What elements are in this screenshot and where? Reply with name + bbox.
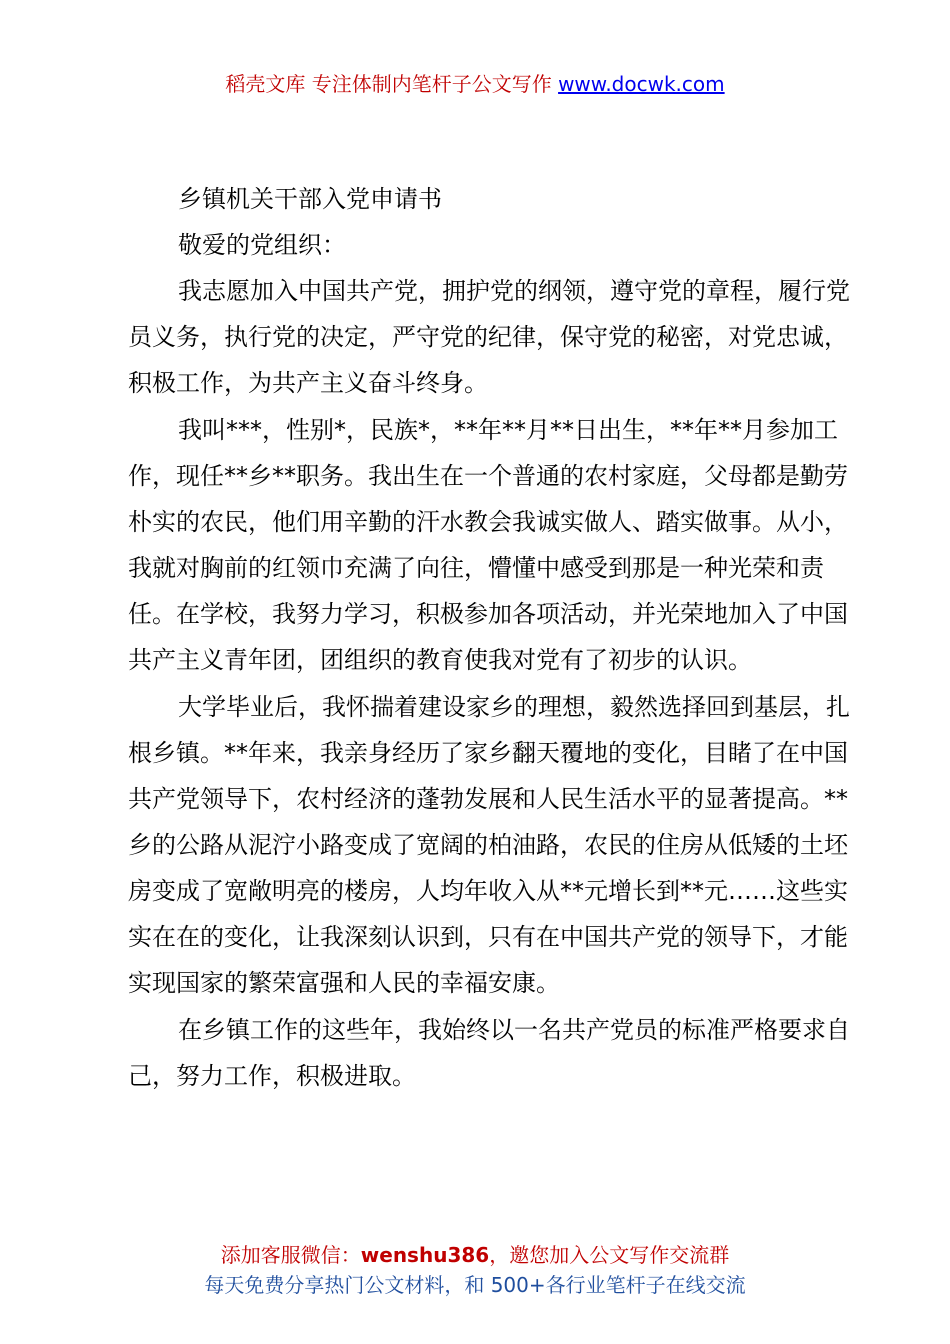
header-link[interactable]: www.docwk.com — [558, 72, 725, 96]
footer-wechat-suffix: ，邀您加入公文写作交流群 — [489, 1243, 730, 1267]
paragraph-2: 我叫***，性别*，民族*，**年**月**日出生，**年**月参加工作，现任**乡**职务。我出生在一个普通的农村家庭，父母都是勤劳朴实的农民，他们用辛勤的汗水教会我诚实做人、踏实做事。从小，我就对胸前的红领巾充满了向往，懵懂中感受到那是一种光荣和责任。在学校，我努力学习，积极参加各项活动，并光荣地加入了中国共产主义青年团，团组织的教育使我对党有了初步的认识。 — [128, 416, 848, 674]
header-brand: 稻壳文库 专注体制内笔杆子公文写作 — [225, 72, 559, 96]
paragraph-3: 大学毕业后，我怀揣着建设家乡的理想，毅然选择回到基层，扎根乡镇。**年来，我亲身经历了家乡翻天覆地的变化，目睹了在中国共产党领导下，农村经济的蓬勃发展和人民生活水平的显著提高。**乡的公路从泥泞小路变成了宽阔的柏油路，农民的住房从低矮的土坯房变成了宽敞明亮的楼房，人均年收入从**元增长到**元……这些实实在在的变化，让我深刻认识到，只有在中国共产党的领导下，才能实现国家的繁荣富强和人民的幸福安康。 — [128, 693, 850, 997]
footer-wechat-id: wenshu386 — [360, 1243, 490, 1267]
document-body — [128, 176, 856, 1099]
page-footer — [0, 1240, 950, 1300]
document-salutation: 敬爱的党组织： — [178, 231, 346, 259]
paragraph-4: 在乡镇工作的这些年，我始终以一名共产党员的标准严格要求自己，努力工作，积极进取。 — [128, 1016, 850, 1090]
page-header — [0, 70, 950, 98]
footer-wechat-prefix: 添加客服微信： — [220, 1243, 361, 1267]
paragraph-1: 我志愿加入中国共产党，拥护党的纲领，遵守党的章程，履行党员义务，执行党的决定，严守党的纪律，保守党的秘密，对党忠诚，积极工作，为共产主义奋斗终身。 — [128, 277, 850, 397]
document-title: 乡镇机关干部入党申请书 — [178, 185, 442, 213]
footer-line-1 — [0, 1240, 950, 1270]
footer-line-2: 每天免费分享热门公文材料，和 500+各行业笔杆子在线交流 — [204, 1273, 746, 1297]
